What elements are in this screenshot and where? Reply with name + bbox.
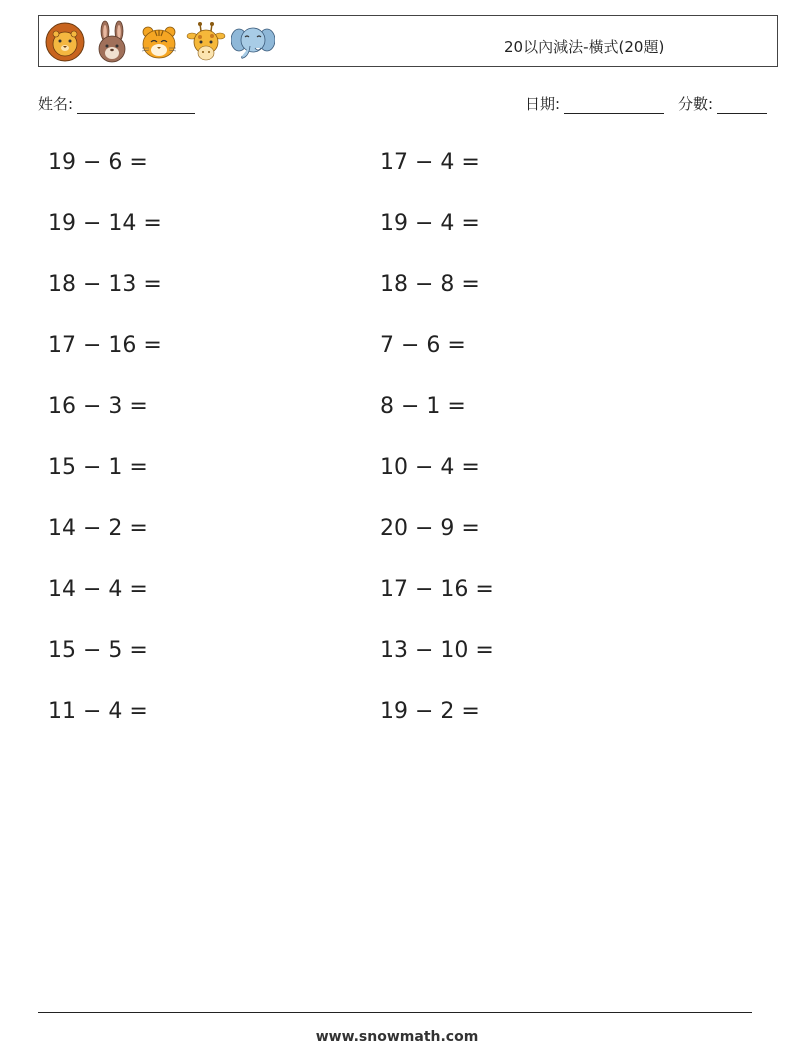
problem: 16 − 3 = bbox=[48, 394, 148, 419]
problem: 18 − 13 = bbox=[48, 272, 162, 297]
name-blank[interactable] bbox=[77, 99, 195, 114]
tiger-icon bbox=[137, 20, 181, 64]
problem-row bbox=[48, 330, 728, 391]
score-field bbox=[678, 93, 767, 114]
problem: 7 − 6 = bbox=[380, 333, 466, 358]
date-field bbox=[525, 93, 664, 114]
rabbit-icon bbox=[90, 20, 134, 64]
score-label: 分數: bbox=[678, 95, 714, 113]
problem-row bbox=[48, 513, 728, 574]
problem: 19 − 2 = bbox=[380, 699, 480, 724]
elephant-icon bbox=[231, 20, 275, 64]
problem-row bbox=[48, 147, 728, 208]
score-blank[interactable] bbox=[717, 99, 767, 114]
problem: 17 − 16 = bbox=[48, 333, 162, 358]
problem: 19 − 6 = bbox=[48, 150, 148, 175]
date-label: 日期: bbox=[525, 95, 561, 113]
problem: 8 − 1 = bbox=[380, 394, 466, 419]
name-label: 姓名: bbox=[38, 95, 74, 113]
problem: 17 − 4 = bbox=[380, 150, 480, 175]
problem: 11 − 4 = bbox=[48, 699, 148, 724]
header-box bbox=[38, 15, 778, 67]
problem-row bbox=[48, 208, 728, 269]
footer-divider bbox=[38, 1012, 752, 1013]
worksheet-title: 20以內減法-橫式(20題) bbox=[504, 38, 665, 56]
footer-website[interactable]: www.snowmath.com bbox=[315, 1029, 479, 1045]
problem: 14 − 2 = bbox=[48, 516, 148, 541]
date-blank[interactable] bbox=[564, 99, 664, 114]
lion-icon bbox=[43, 20, 87, 64]
problem-list bbox=[48, 147, 728, 757]
problem: 20 − 9 = bbox=[380, 516, 480, 541]
problem-row bbox=[48, 574, 728, 635]
animal-icons bbox=[43, 20, 275, 64]
giraffe-icon bbox=[184, 20, 228, 64]
problem: 18 − 8 = bbox=[380, 272, 480, 297]
problem-row bbox=[48, 635, 728, 696]
problem: 10 − 4 = bbox=[380, 455, 480, 480]
problem: 17 − 16 = bbox=[380, 577, 494, 602]
problem: 13 − 10 = bbox=[380, 638, 494, 663]
problem-row bbox=[48, 391, 728, 452]
problem-row bbox=[48, 269, 728, 330]
name-field bbox=[38, 93, 195, 114]
problem-row bbox=[48, 696, 728, 757]
problem: 19 − 14 = bbox=[48, 211, 162, 236]
problem: 15 − 5 = bbox=[48, 638, 148, 663]
problem-row bbox=[48, 452, 728, 513]
problem: 19 − 4 = bbox=[380, 211, 480, 236]
problem: 15 − 1 = bbox=[48, 455, 148, 480]
problem: 14 − 4 = bbox=[48, 577, 148, 602]
